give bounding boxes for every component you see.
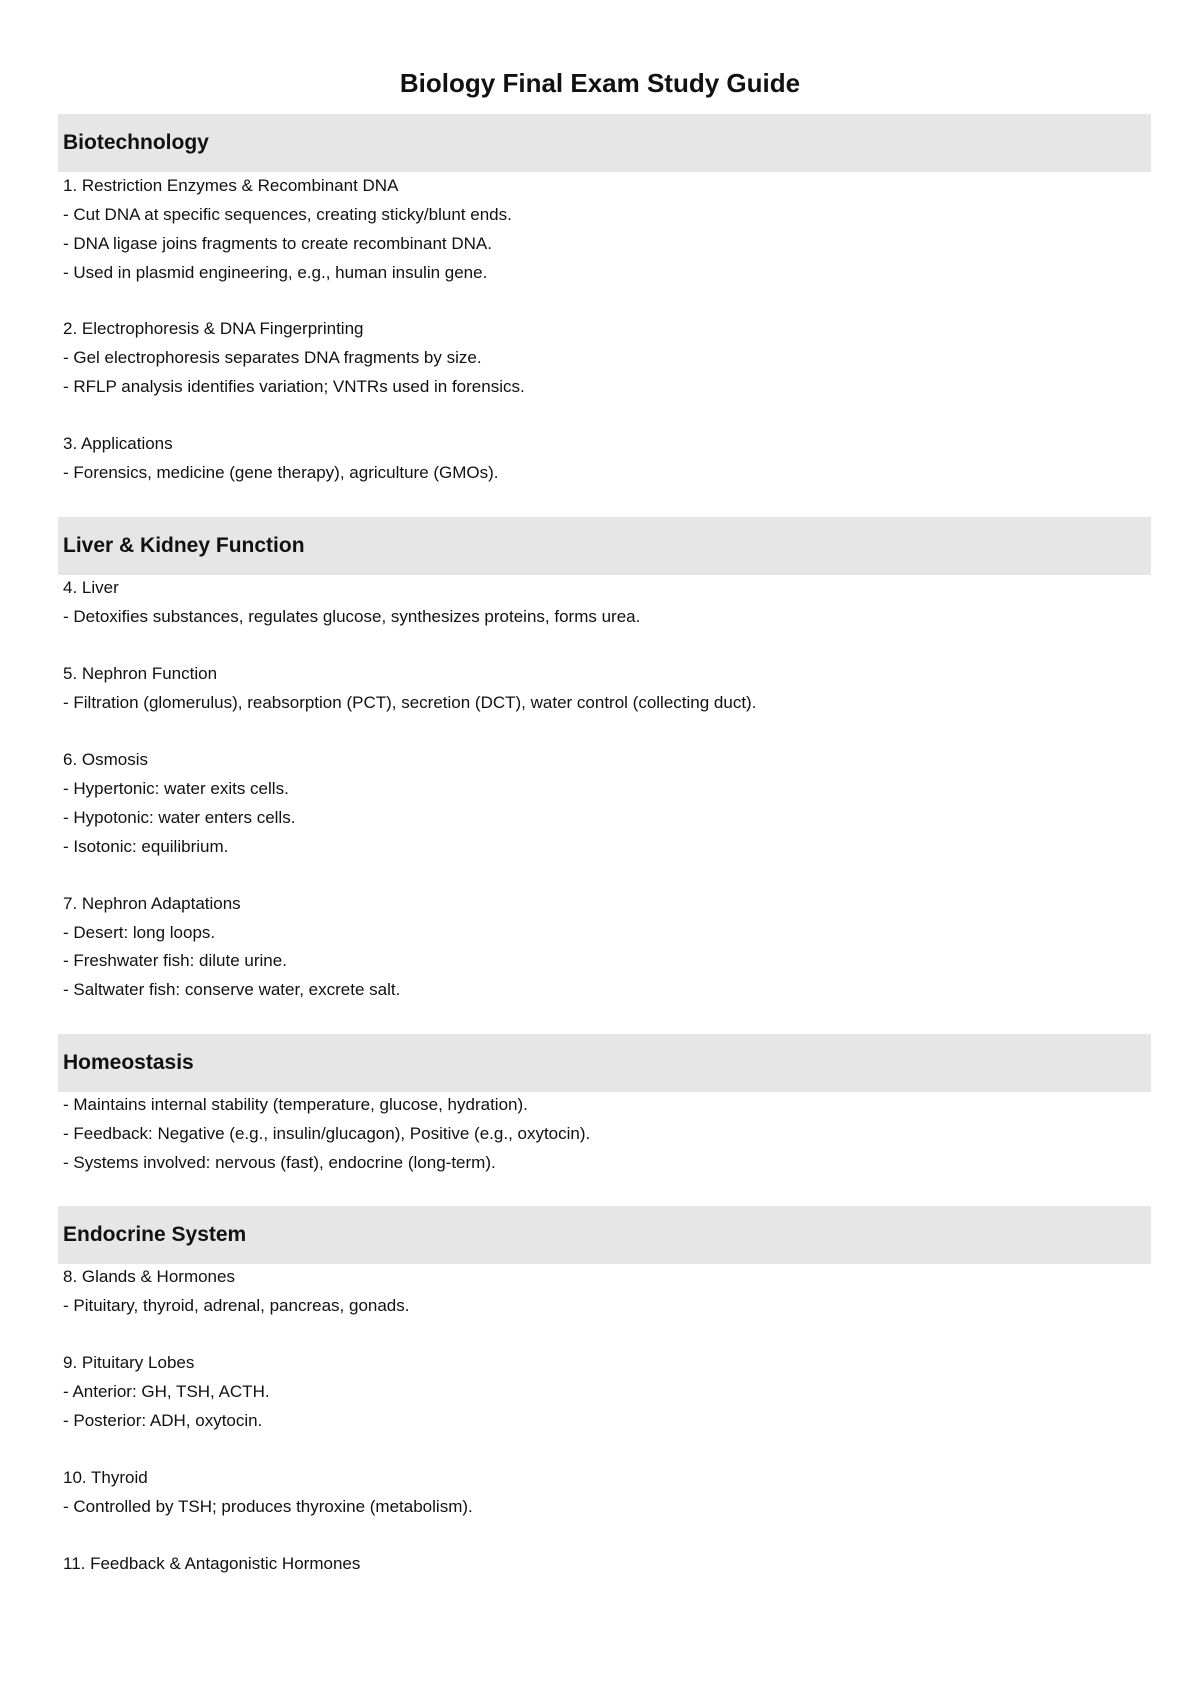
list-item: - Posterior: ADH, oxytocin. bbox=[63, 1411, 263, 1430]
list-item: - Desert: long loops. bbox=[63, 923, 216, 942]
list-item: - Forensics, medicine (gene therapy), agriculture (GMOs). bbox=[63, 463, 499, 482]
section-header-biotechnology bbox=[58, 114, 1151, 172]
list-item: - Maintains internal stability (temperature, glucose, hydration). bbox=[63, 1095, 528, 1114]
list-item: - Isotonic: equilibrium. bbox=[63, 837, 229, 856]
list-item: - Cut DNA at specific sequences, creating sticky/blunt ends. bbox=[63, 205, 512, 224]
list-item: 1. Restriction Enzymes & Recombinant DNA bbox=[63, 176, 399, 195]
list-item: - Feedback: Negative (e.g., insulin/glucagon), Positive (e.g., oxytocin). bbox=[63, 1124, 591, 1143]
list-item: - Saltwater fish: conserve water, excrete salt. bbox=[63, 980, 401, 999]
section-header-homeostasis bbox=[58, 1034, 1151, 1092]
section-heading: Liver & Kidney Function bbox=[63, 534, 305, 557]
list-item: 5. Nephron Function bbox=[63, 664, 218, 683]
section-heading: Homeostasis bbox=[63, 1051, 194, 1074]
list-item: 11. Feedback & Antagonistic Hormones bbox=[63, 1554, 361, 1573]
list-item: 6. Osmosis bbox=[63, 750, 149, 769]
section-heading: Biotechnology bbox=[63, 131, 209, 154]
section-header-liver-kidney bbox=[58, 517, 1151, 575]
list-item: - Gel electrophoresis separates DNA fragments by size. bbox=[63, 348, 482, 367]
list-item: - Hypertonic: water exits cells. bbox=[63, 779, 289, 798]
list-item: - Systems involved: nervous (fast), endocrine (long-term). bbox=[63, 1153, 496, 1172]
list-item: - Filtration (glomerulus), reabsorption (PCT), secretion (DCT), water control (collecting duct). bbox=[63, 693, 757, 712]
list-item: - Hypotonic: water enters cells. bbox=[63, 808, 296, 827]
list-item: - Anterior: GH, TSH, ACTH. bbox=[63, 1382, 270, 1401]
list-item: - Used in plasmid engineering, e.g., human insulin gene. bbox=[63, 263, 488, 282]
list-item: 4. Liver bbox=[63, 578, 119, 597]
list-item: 8. Glands & Hormones bbox=[63, 1267, 235, 1286]
section-header-endocrine-system bbox=[58, 1206, 1151, 1264]
list-item: - Pituitary, thyroid, adrenal, pancreas, gonads. bbox=[63, 1296, 410, 1315]
list-item: - DNA ligase joins fragments to create recombinant DNA. bbox=[63, 234, 492, 253]
list-item: - Detoxifies substances, regulates glucose, synthesizes proteins, forms urea. bbox=[63, 607, 641, 626]
section-heading: Endocrine System bbox=[63, 1223, 247, 1246]
list-item: - Freshwater fish: dilute urine. bbox=[63, 951, 287, 970]
list-item: 2. Electrophoresis & DNA Fingerprinting bbox=[63, 319, 364, 338]
list-item: - RFLP analysis identifies variation; VNTRs used in forensics. bbox=[63, 377, 525, 396]
list-item: 9. Pituitary Lobes bbox=[63, 1353, 195, 1372]
list-item: 7. Nephron Adaptations bbox=[63, 894, 241, 913]
list-item: 10. Thyroid bbox=[63, 1468, 148, 1487]
list-item: 3. Applications bbox=[63, 434, 173, 453]
page-title: Biology Final Exam Study Guide bbox=[399, 68, 801, 98]
list-item: - Controlled by TSH; produces thyroxine (metabolism). bbox=[63, 1497, 473, 1516]
